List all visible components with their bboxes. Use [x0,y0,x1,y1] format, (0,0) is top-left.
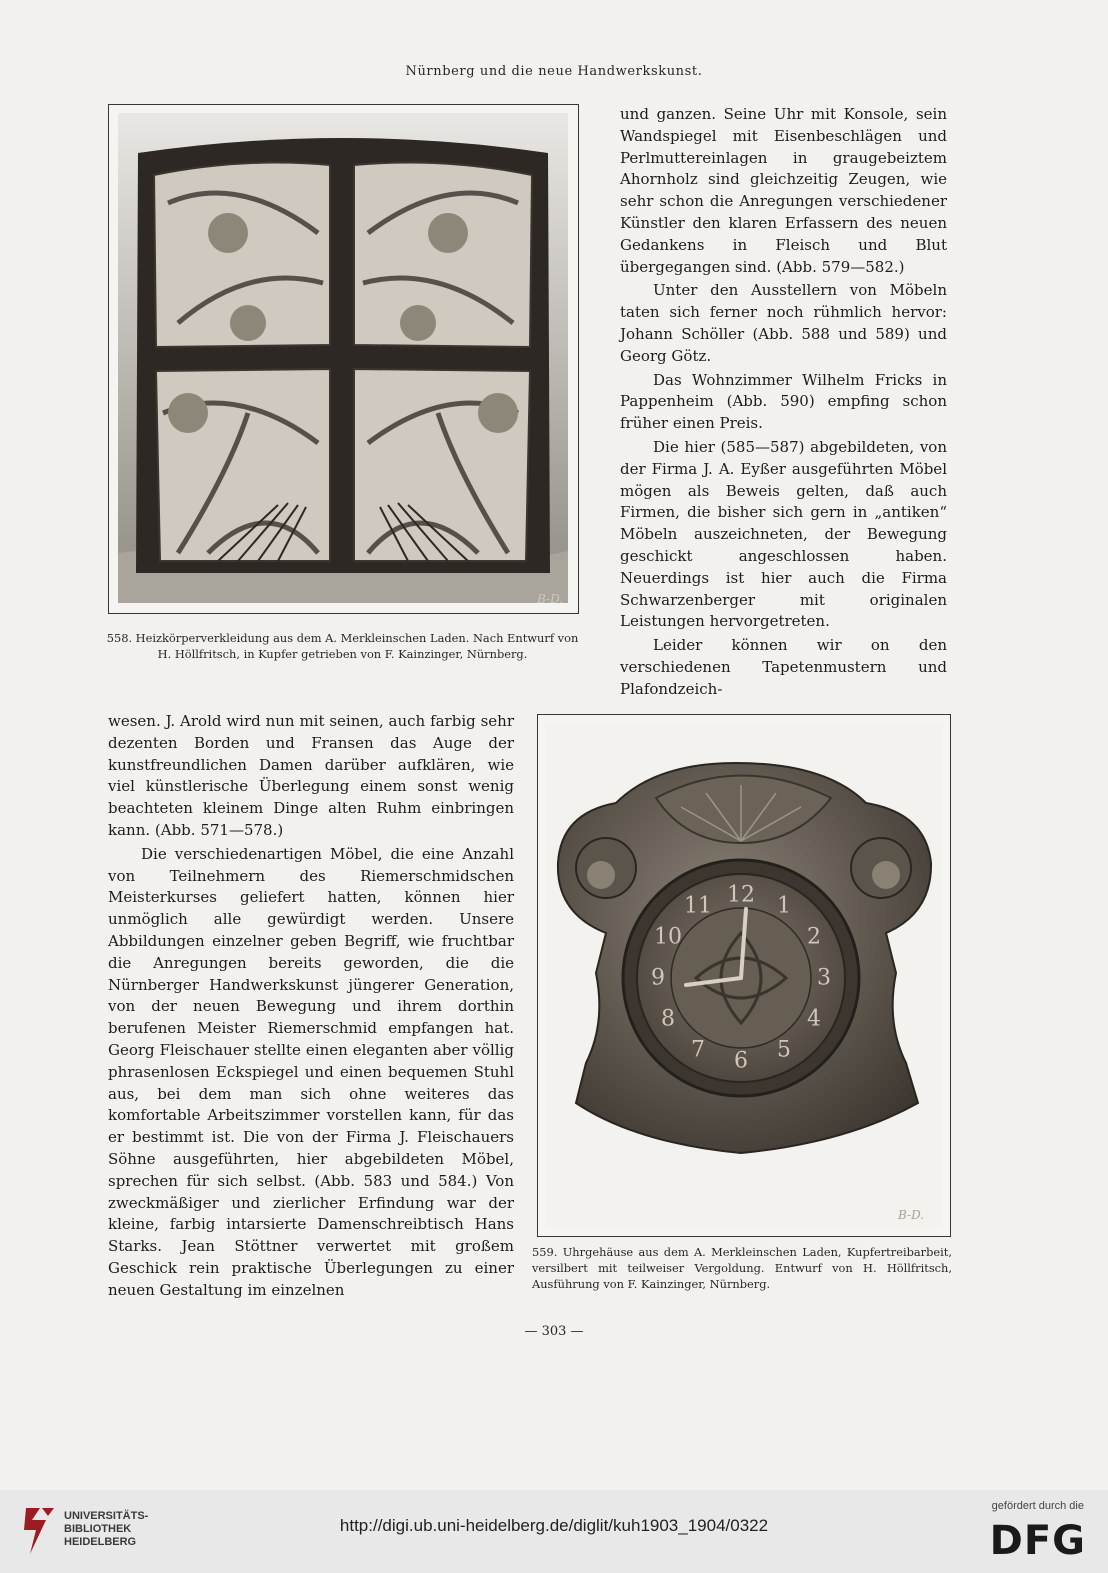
right-column-upper-text [620,104,947,701]
clock-numeral: 4 [807,1006,821,1032]
figure-559-photo [546,723,942,1228]
figure-558-frame [108,104,579,614]
clock-numeral: 6 [734,1048,748,1074]
radiator-cover-image [118,113,568,603]
running-head: Nürnberg und die neue Handwerkskunst. [405,64,703,79]
clock-numeral: 11 [684,893,712,919]
left-column-lower-text [108,711,514,1302]
paragraph: Die hier (585—587) abgebildeten, von der Firma J. A. Eyßer ausgeführten Möbel mögen als Beweis gelten, daß auch Firmen, die bisher sich gern in „antiken“ Möbeln auszeichneten, der Bewegung geschickt angeschlossen haben. Neuerdings ist hier auch die Firma Schwarzenberger mit originalen Leistungen hervorgetreten. [620,437,947,631]
figure-559-monogram: B-D. [898,1208,925,1222]
institution-line: UNIVERSITÄTS- [64,1510,149,1522]
paragraph: Das Wohnzimmer Wilhelm Fricks in Pappenheim (Abb. 590) empfing schon früher einen Preis. [620,370,947,433]
permalink-url[interactable]: http://digi.ub.uni-heidelberg.de/diglit/kuh1903_1904/0322 [339,1516,769,1535]
clock-numeral: 9 [651,965,665,991]
clock-numeral: 10 [654,924,682,950]
paragraph: Unter den Ausstellern von Möbeln taten sich ferner noch rühmlich hervor: Johann Schöller (Abb. 588 und 589) und Georg Götz. [620,281,947,365]
clock-numeral: 1 [777,893,791,919]
clock-numeral: 2 [807,924,821,950]
paragraph: Leider können wir on den verschiedenen Tapetenmustern und Plafondzeich- [620,636,947,698]
page-number: — 303 — [524,1324,584,1339]
digitization-footer [0,1490,1108,1573]
clock-numeral: 5 [777,1037,791,1063]
paragraph: und ganzen. Seine Uhr mit Konsole, sein Wandspiegel mit Eisenbeschlägen und Perlmuttereinlagen in graugebeiztem Ahornholz sind gleichzeitig Zeugen, wie sehr schon die Anregungen verschiedener Künstler den klaren Erfassern des neuen Gedankens in Fleisch und Blut übergegangen sind. (Abb. 579—582.) [620,105,947,276]
clock-numeral: 3 [817,965,831,991]
clock-case-image [546,723,942,1228]
paragraph: wesen. J. Arold wird nun mit seinen, auch farbig sehr dezenten Borden und Fransen das Auge der kunstfreundlichen Damen darüber aufklären, wie viel künstlerische Überlegung einem sonst wenig beachteten kleinem Dinge alten Ruhm einbringen kann. (Abb. 571—578.) [108,712,514,839]
clock-numeral: 7 [691,1037,705,1063]
clock-numeral: 12 [727,882,755,908]
dfg-logo: DFG [989,1518,1086,1564]
figure-558-monogram: B-D. [537,592,564,606]
figure-559-frame [537,714,951,1237]
clock-numeral: 8 [661,1006,675,1032]
paragraph: Die verschiedenartigen Möbel, die eine Anzahl von Teilnehmern des Riemerschmidschen Meisterkurses geliefert hatten, können hier unmöglich alle gewürdigt werden. Unsere Abbildungen einzelner geben Begriff, wie fruchtbar die Anregungen bereits geworden, die die Nürnberger Handwerkskunst jüngerer Generation, von der neuen Bewegung und ihrem dorthin berufenen Meister Riemerschmid empfangen hat. Georg Fleischauer stellte einen eleganten aber völlig phrasenlosen Eckspiegel und einen bequemen Stuhl aus, bei dem man sich ohne weiteres das komfortable Arbeitszimmer vorstellen kann, für das er bestimmt ist. Die von der Firma J. Fleischauers Söhne ausgeführten, hier abgebildeten Möbel, sprechen für sich selbst. (Abb. 583 und 584.) Von zweckmäßiger und zierlicher Erfindung war der kleine, farbig intarsierte Damenschreibtisch Hans Starks. Jean Stöttner verwertet mit großem Geschick rein praktische Überlegungen zu einer neuen Gestaltung im einzelnen [108,844,514,1299]
institution-line: HEIDELBERG [64,1536,137,1548]
figure-558-caption: 558. Heizkörperverkleidung aus dem A. Merkleinschen Laden. Nach Entwurf von H. Höllfritsch, in Kupfer getrieben von F. Kainzinger, Nürnberg. [106,631,579,661]
figure-559-caption: 559. Uhrgehäuse aus dem A. Merkleinschen Laden, Kupfertreibarbeit, versilbert mit teilweiser Vergoldung. Entwurf von H. Höllfritsch, Ausführung von F. Kainzinger, Nürnberg. [532,1245,952,1291]
institution-line: BIBLIOTHEK [64,1523,132,1535]
figure-558-photo [118,113,568,603]
sponsor-label: gefördert durch die [991,1500,1084,1512]
